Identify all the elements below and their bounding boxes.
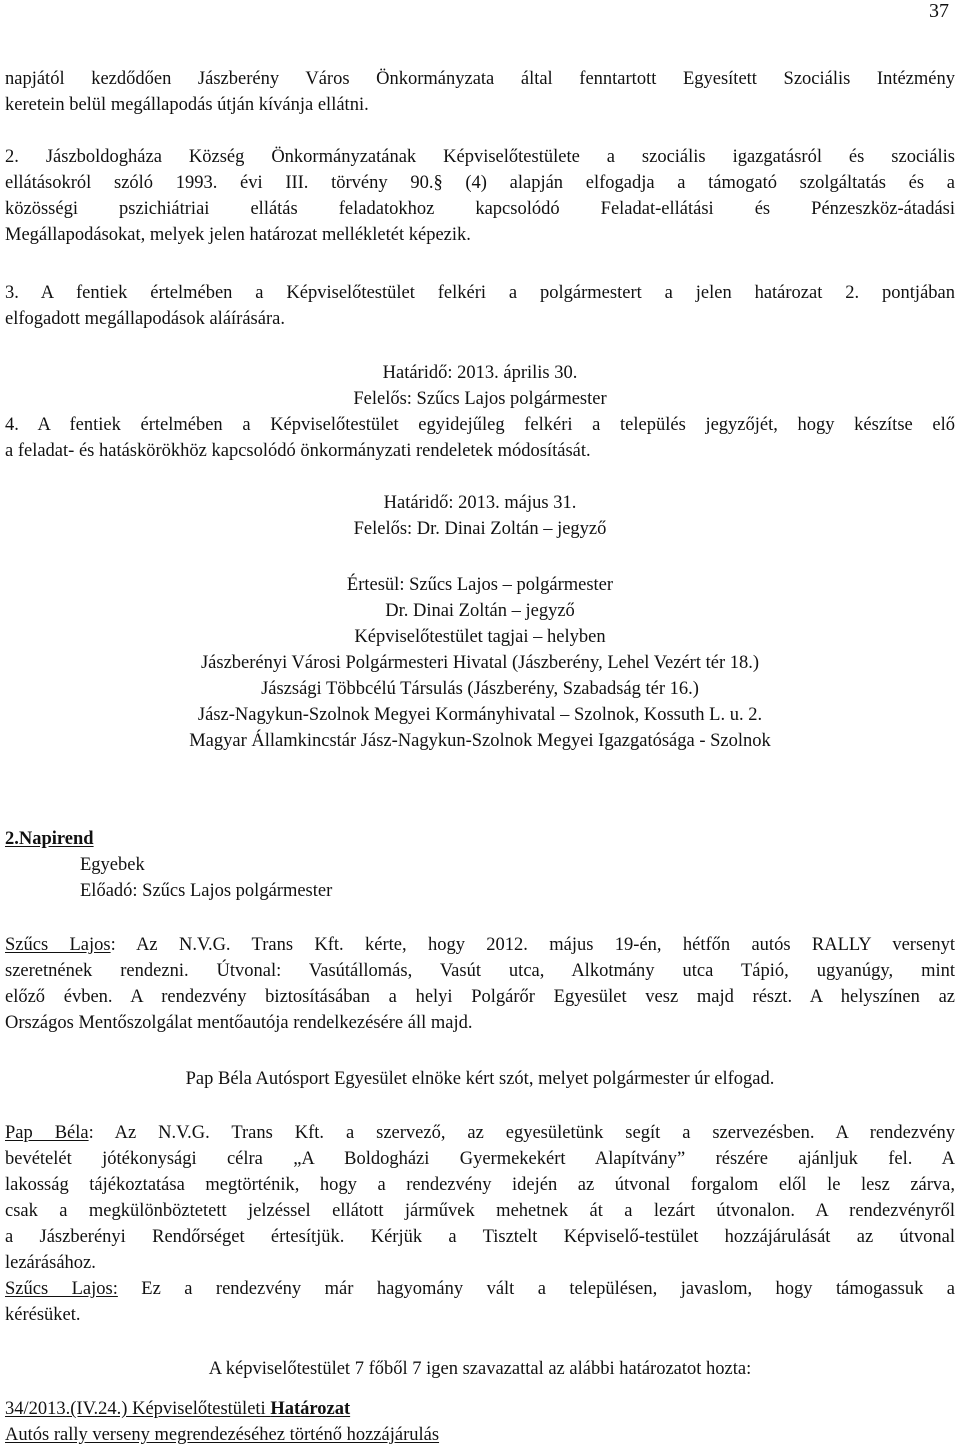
- text-line: elfogadott megállapodások aláírására.: [5, 309, 285, 329]
- text-line: kérésüket.: [5, 1305, 81, 1325]
- paragraph-1: [5, 66, 955, 118]
- text-line: Országos Mentőszolgálat mentőautója rendelkezésére áll majd.: [5, 1013, 473, 1033]
- resolution-title: 34/2013.(IV.24.) Képviselőtestületi Határozat: [5, 1399, 351, 1419]
- p3-responsible: Felelős: Szűcs Lajos polgármester: [353, 389, 607, 409]
- notify-line: Képviselőtestület tagjai – helyben: [354, 627, 606, 647]
- speech-szucs-1: [5, 932, 955, 1036]
- notify-line: Dr. Dinai Zoltán – jegyző: [385, 601, 575, 621]
- text-line: lakosság tájékoztatása megtörténik, hogy a rendezvény idején az útvonal forgalom elől le lesz zárva,: [5, 1175, 955, 1195]
- paragraph-4: [5, 412, 955, 464]
- speech-pap: [5, 1120, 955, 1276]
- resolution-subject: Autós rally verseny megrendezéséhez történő hozzájárulás: [5, 1425, 440, 1445]
- notify-line: Jász-Nagykun-Szolnok Megyei Kormányhivatal – Szolnok, Kossuth L. u. 2.: [197, 705, 763, 725]
- speaker-name: Pap Béla: [5, 1123, 89, 1143]
- text-line: napjától kezdődően Jászberény Város Önkormányzata által fenntartott Egyesített Szociális Intézmény: [5, 69, 955, 89]
- p3-deadline: Határidő: 2013. április 30.: [382, 363, 578, 383]
- notify-line: Jászsági Többcélú Társulás (Jászberény, Szabadság tér 16.): [261, 679, 699, 699]
- speaker-name: Szűcs Lajos: [5, 935, 111, 955]
- agenda-title: 2.Napirend: [5, 829, 94, 849]
- text-line: szeretnének rendezni. Útvonal: Vasútállomás, Vasút utca, Alkotmány utca Tápió, ugyanúgy, mint: [5, 961, 955, 981]
- p4-deadline: Határidő: 2013. május 31.: [383, 493, 577, 513]
- text-line: bevételét jótékonysági célra „A Boldogházi Gyermekekért Alapítvány” részére ajánljuk fel. A: [5, 1149, 955, 1169]
- notify-line: Értesül: Szűcs Lajos – polgármester: [346, 575, 614, 595]
- vote-statement: A képviselőtestület 7 főből 7 igen szavazattal az alábbi határozatot hozta:: [208, 1359, 752, 1379]
- page-number: 37: [929, 0, 949, 22]
- paragraph-2: [5, 144, 955, 248]
- text-line: 2. Jászboldogháza Község Önkormányzatának Képviselőtestülete a szociális igazgatásról és szociális: [5, 147, 955, 167]
- speech-szucs-2: [5, 1276, 955, 1328]
- text-line: keretein belül megállapodás útján kívánja ellátni.: [5, 95, 369, 115]
- text-line: a feladat- és hatáskörökhöz kapcsolódó önkormányzati rendeletek módosítását.: [5, 441, 591, 461]
- agenda-subject: Egyebek: [80, 855, 145, 875]
- text-line: a Jászberényi Rendőrséget értesítjük. Kérjük a Tisztelt Képviselő-testület hozzájárulását az útvonal: [5, 1227, 955, 1247]
- notify-line: Jászberényi Városi Polgármesteri Hivatal (Jászberény, Lehel Vezért tér 18.): [200, 653, 760, 673]
- speaker-name: Szűcs Lajos:: [5, 1279, 118, 1299]
- text-line: Pap Béla: Az N.V.G. Trans Kft. a szervező, az egyesületünk segít a szervezésben. A rendezvény: [5, 1123, 955, 1143]
- agenda-presenter: Előadó: Szűcs Lajos polgármester: [80, 881, 333, 901]
- text-line: 3. A fentiek értelmében a Képviselőtestület felkéri a polgármestert a jelen határozat 2. pontjában: [5, 283, 955, 303]
- text-line: 4. A fentiek értelmében a Képviselőtestület egyidejűleg felkéri a település jegyzőjét, hogy készítse elő: [5, 415, 955, 435]
- text-line: csak a megkülönböztetett jelzéssel ellátott járművek mehetnek át a lezárt útvonalon. A rendezvényről: [5, 1201, 955, 1221]
- text-line: lezárásához.: [5, 1253, 96, 1273]
- floor-note: Pap Béla Autósport Egyesület elnöke kért szót, melyet polgármester úr elfogad.: [185, 1069, 775, 1089]
- notification-list: [5, 572, 955, 754]
- text-line: Szűcs Lajos: Az N.V.G. Trans Kft. kérte, hogy 2012. május 19-én, hétfőn autós RALLY versenyt: [5, 935, 956, 955]
- text-line: ellátásokról szóló 1993. évi III. törvény 90.§ (4) alapján elfogadja a támogató szolgáltatás és a: [5, 173, 955, 193]
- text-line: közösségi pszichiátriai ellátás feladatokhoz kapcsolódó Feladat-ellátási és Pénzeszköz-átadási: [5, 199, 955, 219]
- p4-responsible: Felelős: Dr. Dinai Zoltán – jegyző: [353, 519, 607, 539]
- text-line: Szűcs Lajos: Ez a rendezvény már hagyomány vált a településen, javaslom, hogy támogassuk a: [5, 1279, 956, 1299]
- paragraph-3: [5, 280, 955, 332]
- notify-line: Magyar Államkincstár Jász-Nagykun-Szolnok Megyei Igazgatósága - Szolnok: [189, 731, 771, 751]
- text-line: előző évben. A rendezvény biztosításában a helyi Polgárőr Egyesület vesz majd részt. A helyszínen az: [5, 987, 955, 1007]
- text-line: Megállapodásokat, melyek jelen határozat mellékletét képezik.: [5, 225, 471, 245]
